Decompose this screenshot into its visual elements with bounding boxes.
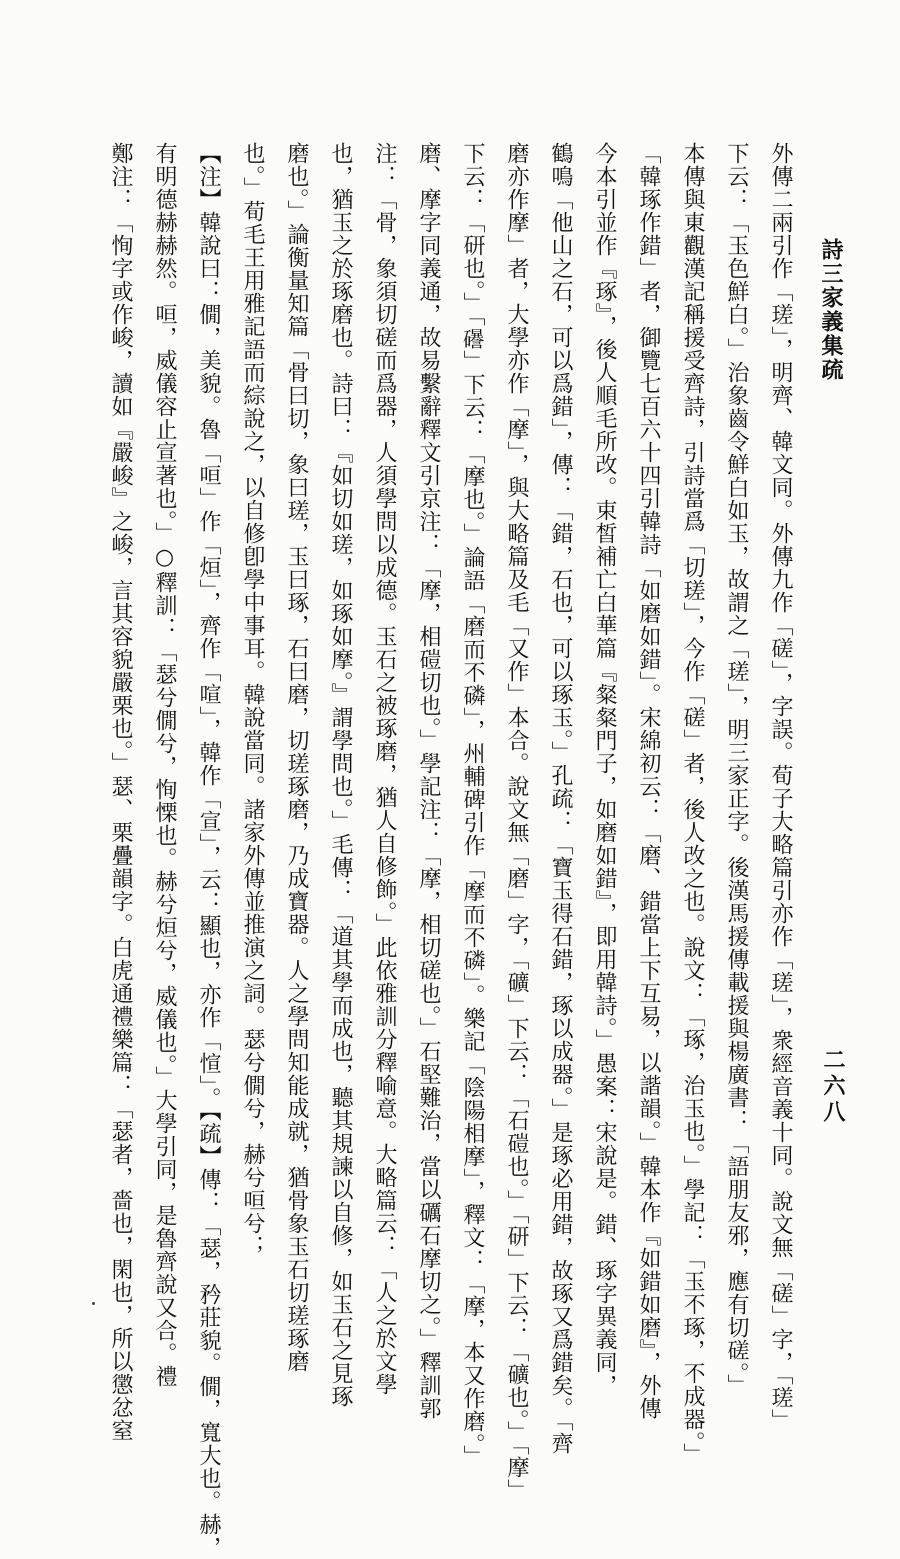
- text-column: 注：「骨，象須切磋而爲器，人須學問以成德。玉石之被琢磨，猶人自修飾。」此依雅訓分釋喻意。大略篇云：「人之於文學: [372, 142, 397, 1396]
- page-number: 二六八: [820, 1048, 846, 1126]
- text-column: 鄭注：「恂字或作峻，讀如『嚴峻』之峻，言其容貌嚴栗也。」瑟、栗疊韻字。白虎通禮樂篇：「瑟者，嗇也，閑也，所以懲忿窒: [108, 142, 133, 1442]
- text-column: 磨、摩字同義通，故易繫辭釋文引京注：「摩，相磑切也。」學記注：「摩，相切磋也。」石堅難治，當以礪石摩切之。」釋訓郭: [416, 142, 441, 1420]
- text-column: 「韓琢作錯」者，御覽七百六十四引韓詩「如磨如錯」。宋綿初云：「磨、錯當上下互易，以諧韻。」韓本作『如錯如磨』，外傳: [636, 142, 661, 1420]
- text-column: 【注】韓說曰：僩，美貌。魯「咺」作「烜」，齊作「喧」，韓作「宣」，云：顯也，亦作「愃」。【疏】傳：「瑟，矜莊貌。僩，寬大也。赫，: [196, 142, 221, 1559]
- vertical-text-body: [108, 142, 802, 1559]
- text-column: 下云：「玉色鮮白。」治象齒令鮮白如玉，故謂之「瑳」，明三家正字。後漢馬援傳載援與楊廣書：「語朋友邪，應有切磋。」: [724, 142, 749, 1397]
- text-column: 有明德赫赫然。咺，威儀容止宣著也。」○釋訓：「瑟兮僩兮，恂慄也。赫兮烜兮，威儀也。」大學引同，是魯齊說又合。禮: [152, 142, 177, 1388]
- text-column: 鶴鳴「他山之石，可以爲錯」，傳：「錯，石也，可以琢玉。」孔疏：「寶玉得石錯，琢以成器。」是琢必用錯，故琢又爲錯矣。「齊: [548, 142, 573, 1455]
- scan-speck: [92, 1302, 95, 1305]
- text-column: 下云：「研也。」「𥗟」下云：「摩也。」論語「磨而不磷」，州輔碑引作「摩而不磷」。樂記「陰陽相摩」，釋文：「摩，本又作磨。」: [460, 142, 485, 1468]
- text-column: 磨亦作摩」者，大學亦作「摩」，與大略篇及毛「又作」本合。說文無「磨」字，「礦」下云：「石磑也。」「研」下云：「礦也。」「摩」: [504, 142, 529, 1502]
- text-column: 今本引並作『琢』，後人順毛所改。束皙補亡白華篇『粲粲門子，如磨如錯』，即用韓詩。」愚案：宋說是。錯、琢字異義同，: [592, 142, 617, 1397]
- running-title: 詩三家義集疏: [818, 238, 844, 382]
- text-column: 磨也。」論衡量知篇「骨曰切，象曰瑳，玉曰琢，石曰磨，切瑳琢磨，乃成寶器。人之學問知能成就，猶骨象玉石切瑳琢磨: [284, 142, 309, 1373]
- text-column: 也，猶玉之於琢磨也。詩曰：『如切如瑳，如琢如摩。』謂學問也。」毛傳：「道其學而成也，聽其規諫以自修，如玉石之見琢: [328, 142, 353, 1408]
- text-column: 外傳二兩引作「瑳」，明齊、韓文同。外傳九作「磋」，字誤。荀子大略篇引亦作「瑳」，衆經音義十同。說文無「磋」字，「瑳」: [768, 142, 793, 1432]
- text-column: 本傳與東觀漢記稱援受齊詩，引詩當爲「切瑳」，今作「磋」者，後人改之也。說文：「琢，治玉也。」學記：「玉不琢，不成器。」: [680, 142, 705, 1466]
- text-column: 也。」荀毛王用雅記語而綜說之，以自修卽學中事耳。韓說當同。諸家外傳並推演之詞。瑟兮僩兮，赫兮咺兮；: [240, 142, 265, 1258]
